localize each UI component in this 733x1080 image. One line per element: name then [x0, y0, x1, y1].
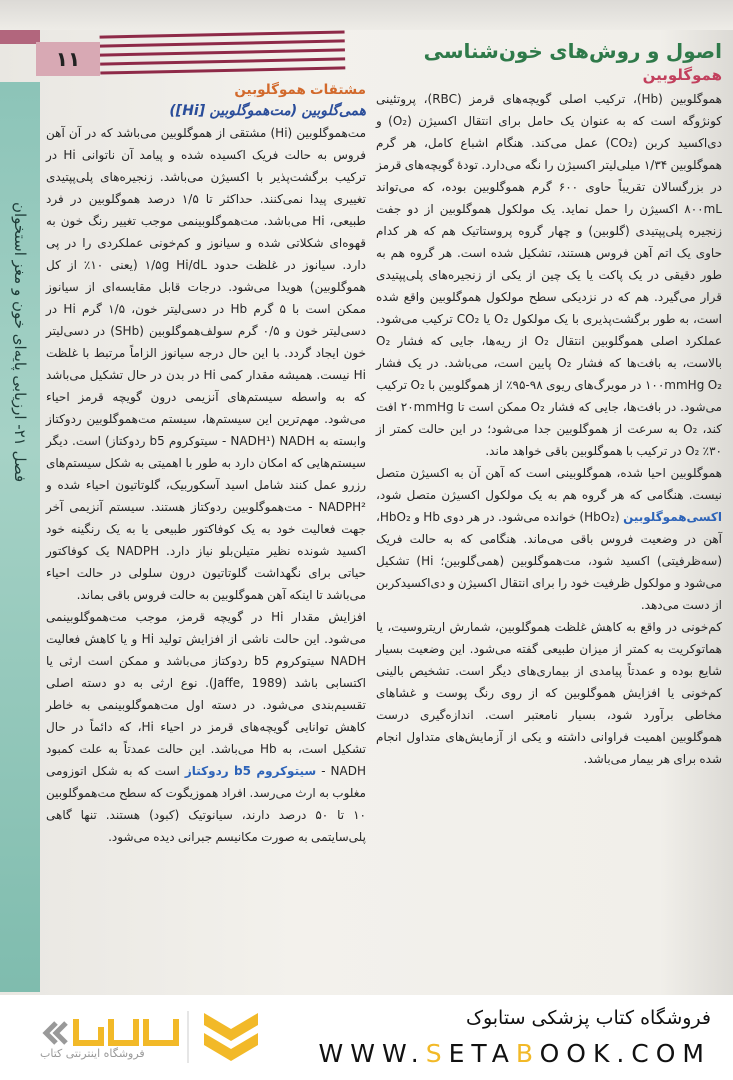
header-stripes — [100, 30, 346, 79]
footer-banner — [0, 995, 733, 1080]
page-number: ۱۱ — [36, 42, 100, 76]
paragraph — [376, 462, 722, 616]
highlight-term: سیتوکروم b5 ردوکتاز — [184, 764, 317, 778]
highlight-term: اکسی‌هموگلوبین — [623, 510, 722, 524]
url-part: S — [425, 1039, 449, 1068]
setabook-logo — [36, 1005, 286, 1070]
top-band — [0, 0, 733, 30]
section-heading-derivatives: مشتقات هموگلوبین — [234, 82, 366, 98]
corner-tab — [0, 30, 40, 44]
url-part: OOK.COM — [539, 1039, 711, 1068]
url-part: B — [515, 1039, 540, 1068]
store-name: فروشگاه کتاب پزشکی ستابوک — [465, 1007, 711, 1029]
paragraph: هموگلوبین (Hb)، ترکیب اصلی گویچه‌های قرمز (RBC)، پروتئینی کونژوگه است که به عنوان یک حامل برای انتقال اکسیژن (O₂) و دی‌اکسید کربن (CO₂) عمل می‌کند. هنگام اشباع کامل، هر گرم هموگلوبین ۱/۳۴ میلی‌لیتر اکسیژن را نگه می‌دارد. تودهٔ گویچه‌های قرمز در بزرگسالان تقریباً حاوی ۶۰۰ گرم هموگلوبین بوده، که می‌تواند ۸۰۰mL اکسیژن را حمل نماید. یک مولکول هموگلوبین از دو جفت زنجیره پلی‌پپتیدی (گلوبین) و چهار گروه پروستاتیک هم که هر کدام حاوی یک اتم آهن فروس هستند، تشکیل شده است. هر گروه هم به طور دقیقی در یک پاکت یا یک چین از یکی از زنجیره‌های پلی‌پپتیدی قرار می‌گیرد. هم که در نزدیکی سطح مولکول هموگلوبین واقع شده است، به طور برگشت‌پذیری با یک مولکول O₂ یا CO₂ ترکیب می‌شود. عملکرد اصلی هموگلوبین انتقال O₂ از ریه‌ها، جایی که فشار O₂ بالاست، به بافت‌ها که فشار O₂ پایین است، می‌باشد. در یک فشار ۱۰۰mmHg O₂ در مویرگ‌های ریوی ۹۸-۹۵٪ از هموگلوبین با O₂ ترکیب می‌شود. در بافت‌ها، جایی که فشار O₂ ممکن است تا ۲۰mmHg افت کند، O₂ به سرعت از هموگلوبین جدا می‌شود؛ در این حالت کمتر از ۳۰٪ O₂ در ترکیب با هموگلوبین باقی خواهد ماند. — [376, 92, 723, 458]
url-part: WWW. — [318, 1039, 426, 1068]
text: است که به شکل اتوزومی مغلوب به ارث می‌رسد. افراد هموزیگوت که سطح مت‌هموگلوبین ۱۰ تا ۵۰ درصد دارند، سیانوتیک (کبود) هستند. تنها گاهی پلی‌سایتمی به صورت مکانیسم جبرانی دیده می‌شود. — [46, 764, 366, 844]
book-title: اصول و روش‌های خون‌شناسی — [423, 39, 722, 63]
chapter-tab — [0, 82, 40, 992]
logo-tagline: فروشگاه اینترنتی کتاب — [40, 1047, 145, 1060]
section-heading-hemoglobin: هموگلوبین — [642, 66, 722, 84]
paragraph — [46, 606, 366, 848]
paragraph: مت‌هموگلوبین (Hi) مشتقی از هموگلوبین می‌باشد که در آن آهن فروس به حالت فریک اکسیده شده و پیامد آن ناتوانی Hi در ترکیب برگشت‌پذیر با اکسیژن می‌باشد. زنجیره‌های پلی‌پپتیدی تغییری پیدا نمی‌کنند. حداکثر تا ۱/۵ درصد هموگلوبین در فرد طبیعی، Hi می‌باشد. مت‌هموگلوبینمی موجب تغییر رنگ خون به قهوه‌ای شکلاتی شده و سیانوز و کم‌خونی عملکردی را در پی دارد. سیانوز در غلظت حدود ۱/۵g Hi/dL (یعنی ۱۰٪ از کل هموگلوبین) هویدا می‌شود. درجات قابل مقایسه‌ای از سیانوز ممکن است با ۵ گرم Hb در دسی‌لیتر خون، ۱/۵ گرم Hi در دسی‌لیتر خون و ۰/۵ گرم سولف‌هموگلوبین (SHb) در دسی‌لیتر خون ایجاد گردد. با این حال درجه سیانوز الزاماً مرتبط با غلظت Hi نیست. همیشه مقدار کمی Hi در بدن در حال تشکیل می‌باشد که به واسطه سیستم‌های آنزیمی درون گویچه قرمز احیاء می‌شود. مهم‌ترین این سیستم‌ها، سیستم مت‌هموگلوبین ردوکتاز وابسته به NADH (NADH¹ - سیتوکروم b5 ردوکتاز) است. دیگر سیستم‌هایی که امکان دارد به طور با اهمیتی به شکل سیستم‌های رزرو عمل کنند شامل اسید آسکوربیک، گلوتاتیون احیاء شده و NADPH² - مت‌هموگلوبین ردوکتاز هستند. سیستم آنزیمی آخر جهت فعالیت خود به یک کوفاکتور طبیعی یا به یک رنگینه خود اکسید شونده نظیر متیلن‌بلو نیاز دارد. NADPH یک کوفاکتور حیاتی برای نگهداشت گلوتاتیون درون سلولی در حالت احیاء می‌باشد تا اینکه آهن هموگلوبین به حالت فروس باقی بماند. — [46, 126, 367, 602]
paragraph: کم‌خونی در واقع به کاهش غلظت هموگلوبین، شمارش اریتروسیت، یا هماتوکریت به کمتر از میزان طبیعی گفته می‌شود. این وضعیت بسیار شایع بوده و عمدتاً پیامدی از بیماری‌های دیگر است. تشخیص بالینی کم‌خونی یا افزایش هموگلوبین که از روی رنگ پوست و غشاهای مخاطی برآورد شود، بسیار نامعتبر است. اندازه‌گیری درست هموگلوبین اهمیت فراوانی داشته و یکی از آزمایش‌های متداول انجام شده برای هر بیمار می‌باشد. — [376, 620, 722, 766]
text: افزایش مقدار Hi در گویچه قرمز، موجب مت‌هموگلوبینمی می‌شود. این حالت ناشی از افزایش تولید Hi و یا کاهش فعالیت NADH سیتوکروم b5 ردوکتاز می‌باشد و ممکن است ارثی یا اکتسابی باشد (Jaffe, 1989). نوع ارثی به دو دسته اصلی تقسیم‌بندی می‌شود. در دسته اول مت‌هموگلوبینمی به خاطر کاهش توانایی گویچه‌های قرمز در احیاء Hi، که دائماً در حال تشکیل است، به Hb می‌باشد. این حالت عمدتاً به علت کمبود NADH - — [46, 610, 367, 778]
right-column — [376, 39, 723, 770]
text: هموگلوبین احیا شده، هموگلوبینی است که آهن آن به اکسیژن متصل نیست. هنگامی که هر گروه هم به یک مولکول اکسیژن متصل شود، — [376, 466, 722, 502]
chapter-title: فصل ۲۱- ارزیابی پایه‌ای خون و مغز استخوان — [11, 202, 29, 483]
left-column — [46, 80, 366, 848]
store-url[interactable] — [319, 1039, 711, 1068]
subsection-heading: همی‌گلوبین (مت‌هموگلوبین [Hi]) — [169, 103, 366, 119]
url-part: ETA — [448, 1039, 516, 1068]
text: (HbO₂) خوانده می‌شود. در هر دوی Hb و HbO₂، آهن در وضعیت فروس باقی می‌ماند. هنگامی که به حالت فریک (سه‌ظرفیتی) اکسید شود، مت‌هموگلوبین (همی‌گلوبین؛ Hi) تشکیل می‌شود و مولکول ظرفیت خود را برای انتقال اکسیژن و دی‌اکسیدکربن از دست می‌دهد. — [376, 510, 722, 612]
